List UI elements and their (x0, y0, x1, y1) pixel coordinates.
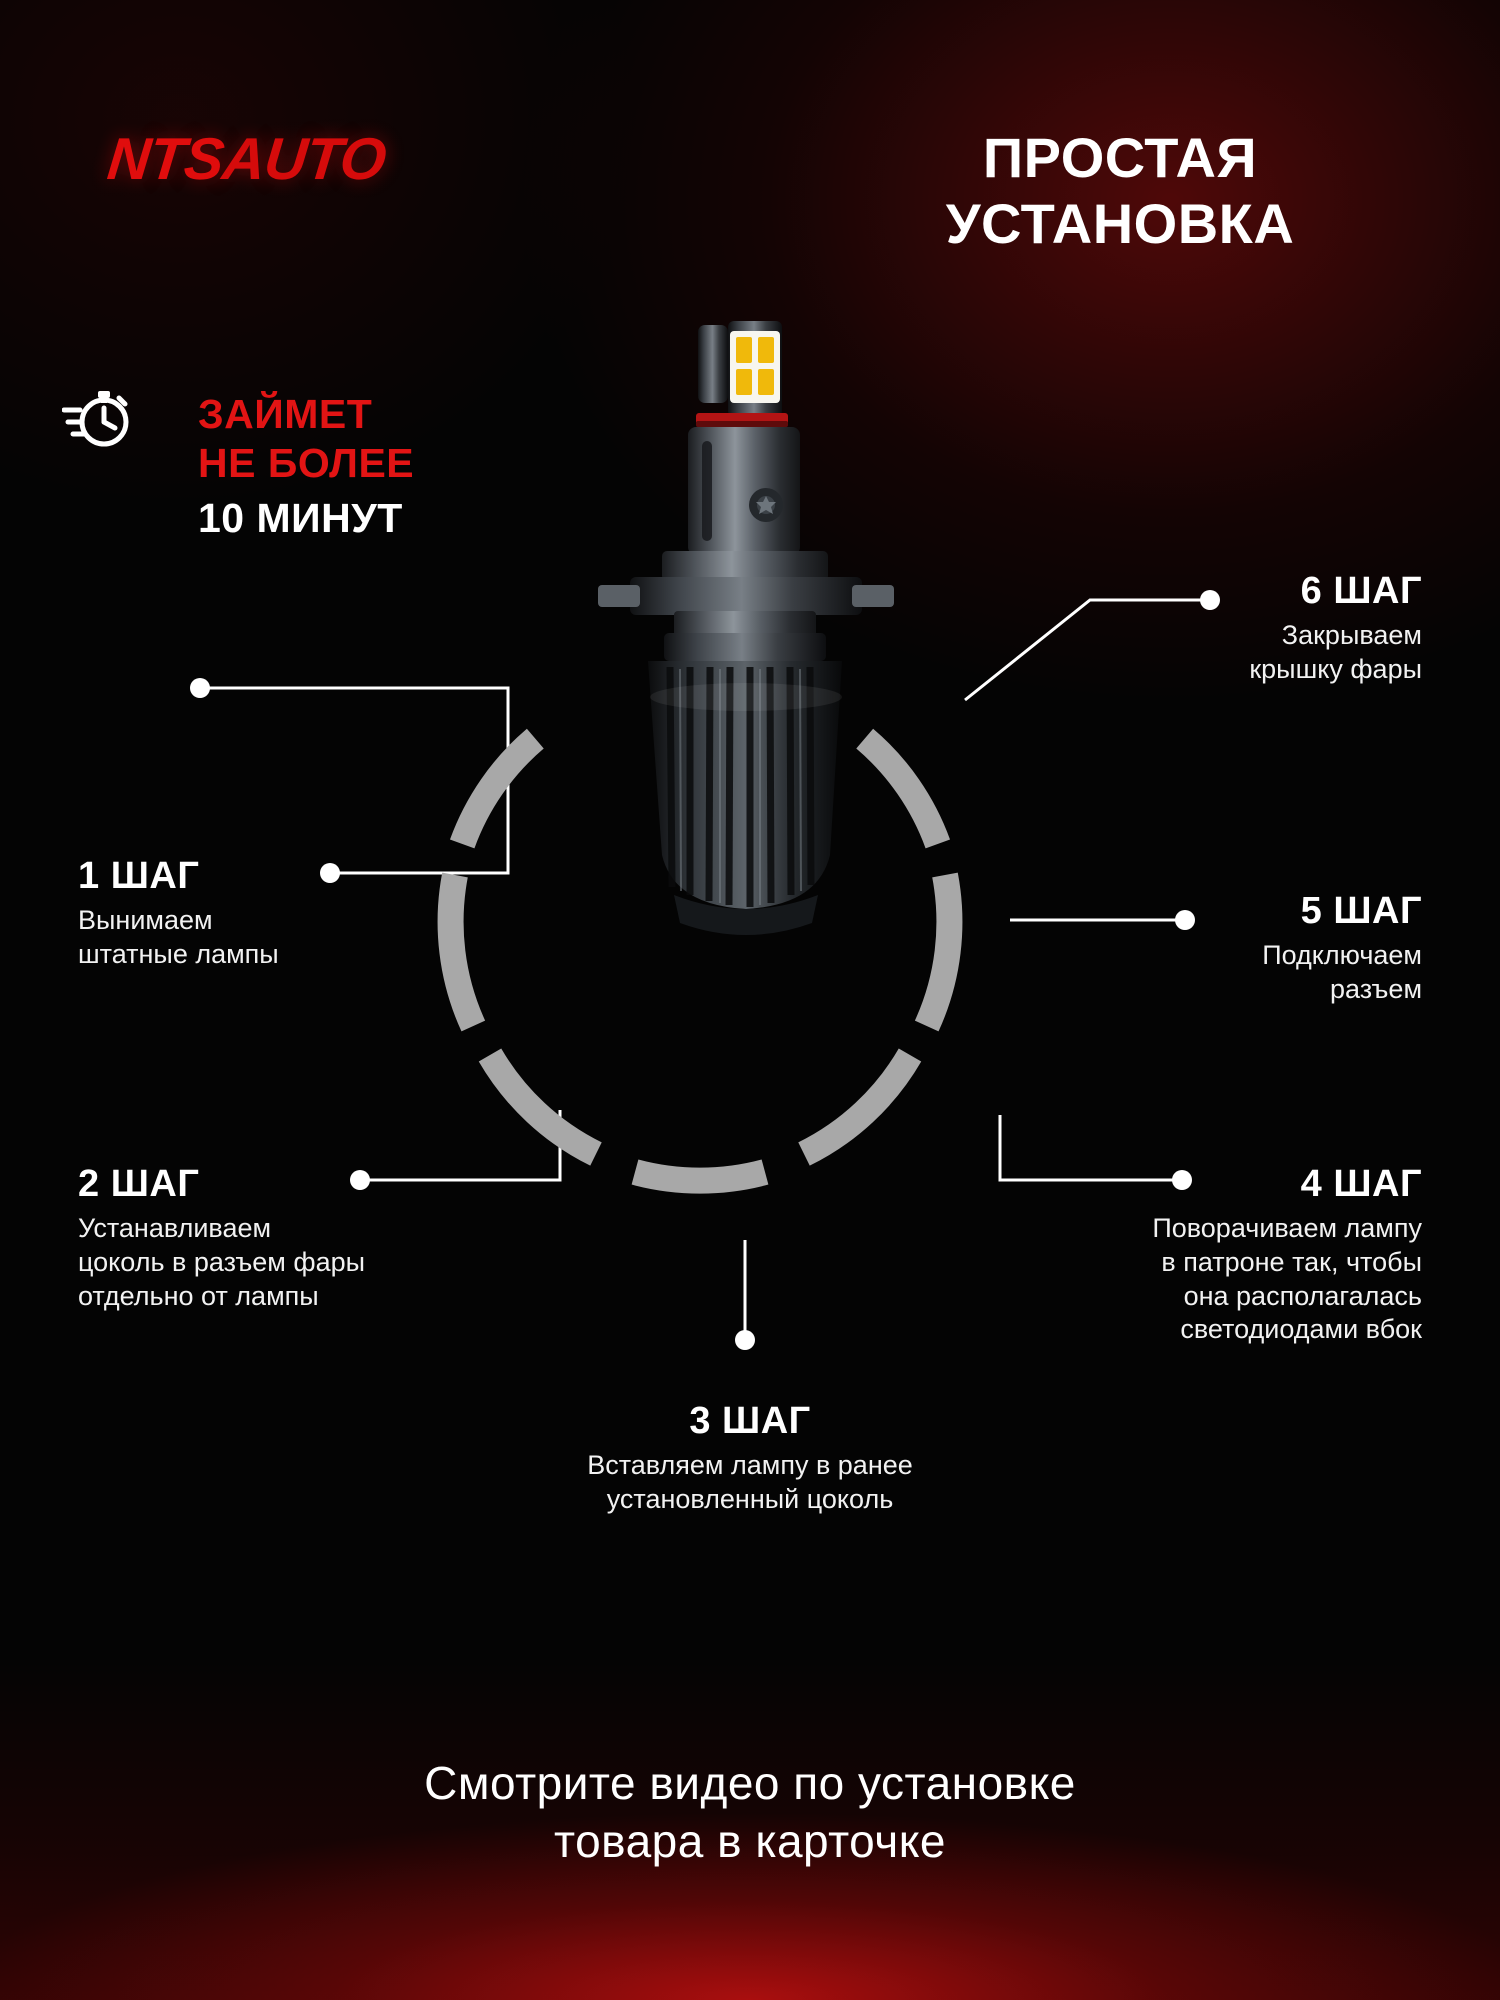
footer-line-1: Смотрите видео по установке (424, 1757, 1076, 1809)
step-4-title: 4 ШАГ (1300, 1163, 1422, 1205)
step-2-description (78, 1212, 498, 1313)
step-1-desc-line-1: Вынимаем (78, 905, 213, 935)
step-3-description (500, 1449, 1000, 1517)
step-2-desc-line-3: отдельно от лампы (78, 1280, 319, 1311)
step-3-desc-line-2: установленный цоколь (606, 1483, 894, 1514)
step-1-callout (78, 855, 408, 972)
time-estimate-line-3: 10 МИНУТ (198, 495, 403, 542)
brand-logo (104, 125, 388, 193)
brand-word-1: NTS (104, 126, 227, 192)
step-4-desc-line-3: она располагалась (1183, 1280, 1422, 1311)
led-headlight-bulb-image (578, 295, 928, 1035)
brand-word-2: AUTO (219, 126, 389, 192)
step-2-desc-line-2: цоколь в разъем фары (78, 1246, 366, 1277)
step-6-description (1082, 619, 1422, 687)
step-3-callout (500, 1400, 1000, 1517)
step-6-desc-line-1: Закрываем (1281, 620, 1422, 650)
step-6-desc-line-2: крышку фары (1249, 653, 1422, 684)
time-estimate (198, 390, 414, 544)
step-3-desc-line-1: Вставляем лампу в ранее (587, 1450, 913, 1480)
step-2-callout (78, 1163, 498, 1313)
step-5-description (1092, 939, 1422, 1007)
page-title (840, 125, 1400, 257)
step-4-desc-line-4: светодиодами вбок (1180, 1314, 1422, 1345)
footer-banner (0, 1660, 1500, 2000)
step-1-title: 1 ШАГ (78, 855, 200, 897)
step-5-desc-line-1: Подключаем (1262, 940, 1422, 970)
step-3-title: 3 ШАГ (689, 1400, 811, 1442)
footer-text (0, 1755, 1500, 1870)
step-4-desc-line-1: Поворачиваем лампу (1152, 1213, 1422, 1243)
page-title-line-1: ПРОСТАЯ (982, 126, 1258, 189)
time-estimate-line-2: НЕ БОЛЕЕ (198, 440, 415, 487)
step-2-desc-line-1: Устанавливаем (78, 1213, 272, 1243)
page-title-line-2: УСТАНОВКА (945, 192, 1295, 256)
step-4-desc-line-2: в патроне так, чтобы (1161, 1246, 1422, 1277)
step-5-title: 5 ШАГ (1300, 890, 1422, 932)
step-5-desc-line-2: разъем (1330, 973, 1422, 1004)
step-1-description (78, 904, 408, 972)
step-4-callout (962, 1163, 1422, 1347)
step-2-title: 2 ШАГ (78, 1163, 200, 1205)
step-1-desc-line-2: штатные лампы (78, 938, 279, 969)
time-estimate-line-1: ЗАЙМЕТ (198, 391, 373, 437)
step-6-title: 6 ШАГ (1300, 570, 1422, 612)
step-6-callout (1082, 570, 1422, 687)
step-4-description (962, 1212, 1422, 1347)
step-5-callout (1092, 890, 1422, 1007)
stopwatch-icon (62, 382, 132, 452)
footer-line-2: товара в карточке (554, 1814, 946, 1867)
